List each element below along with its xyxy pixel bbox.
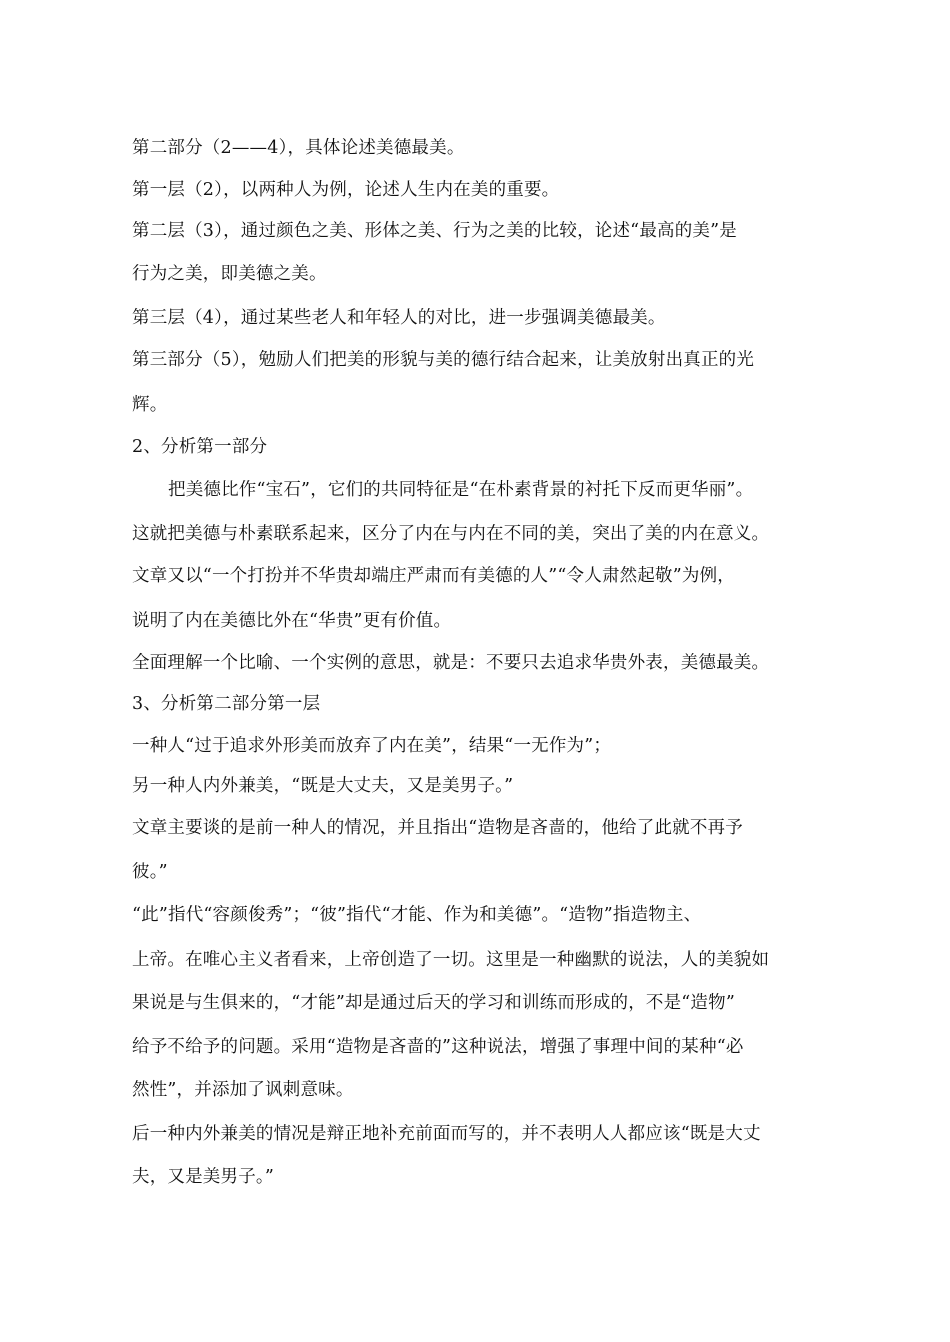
text-line: 另一种人内外兼美，“既是大丈夫，又是美男子。” bbox=[132, 776, 514, 796]
text-line: 给予不给予的问题。采用“造物是吝啬的”这种说法，增强了事理中间的某种“必 bbox=[132, 1037, 744, 1057]
text-line: 辉。 bbox=[132, 395, 168, 415]
text-line: 第三层（4），通过某些老人和年轻人的对比，进一步强调美德最美。 bbox=[132, 308, 666, 328]
text-line: 文章又以“一个打扮并不华贵却端庄严肃而有美德的人”“令人肃然起敬”为例， bbox=[132, 566, 735, 586]
text-line: “此”指代“容颜俊秀”；“彼”指代“才能、作为和美德”。“造物”指造物主、 bbox=[132, 905, 702, 925]
text-line: 上帝。在唯心主义者看来，上帝创造了一切。这里是一种幽默的说法，人的美貌如 bbox=[132, 950, 770, 970]
text-line: 说明了内在美德比外在“华贵”更有价值。 bbox=[132, 611, 452, 631]
text-line: 行为之美，即美德之美。 bbox=[132, 264, 327, 284]
text-line: 彼。” bbox=[132, 862, 168, 882]
section-heading: 3、分析第二部分第一层 bbox=[132, 694, 321, 714]
text-line: 第三部分（5），勉励人们把美的形貌与美的德行结合起来，让美放射出真正的光 bbox=[132, 350, 755, 370]
text-line: 文章主要谈的是前一种人的情况，并且指出“造物是吝啬的，他给了此就不再予 bbox=[132, 818, 743, 838]
text-line: 第二部分（2——4），具体论述美德最美。 bbox=[132, 138, 465, 158]
text-line: 把美德比作“宝石”，它们的共同特征是“在朴素背景的衬托下反而更华丽”。 bbox=[168, 480, 754, 500]
text-line: 然性”，并添加了讽刺意味。 bbox=[132, 1080, 354, 1100]
section-heading: 2、分析第一部分 bbox=[132, 437, 268, 457]
text-line: 一种人“过于追求外形美而放弃了内在美”，结果“一无作为”； bbox=[132, 736, 612, 756]
text-line: 第一层（2），以两种人为例，论述人生内在美的重要。 bbox=[132, 180, 560, 200]
text-line: 后一种内外兼美的情况是辩正地补充前面而写的，并不表明人人都应该“既是大丈 bbox=[132, 1124, 761, 1144]
text-line: 这就把美德与朴素联系起来，区分了内在与内在不同的美，突出了美的内在意义。 bbox=[132, 524, 770, 544]
text-line: 果说是与生俱来的，“才能”却是通过后天的学习和训练而形成的，不是“造物” bbox=[132, 993, 735, 1013]
text-line: 第二层（3），通过颜色之美、形体之美、行为之美的比较，论述“最高的美”是 bbox=[132, 221, 737, 241]
text-line: 全面理解一个比喻、一个实例的意思，就是：不要只去追求华贵外表，美德最美。 bbox=[132, 653, 770, 673]
text-line: 夫，又是美男子。” bbox=[132, 1167, 274, 1187]
